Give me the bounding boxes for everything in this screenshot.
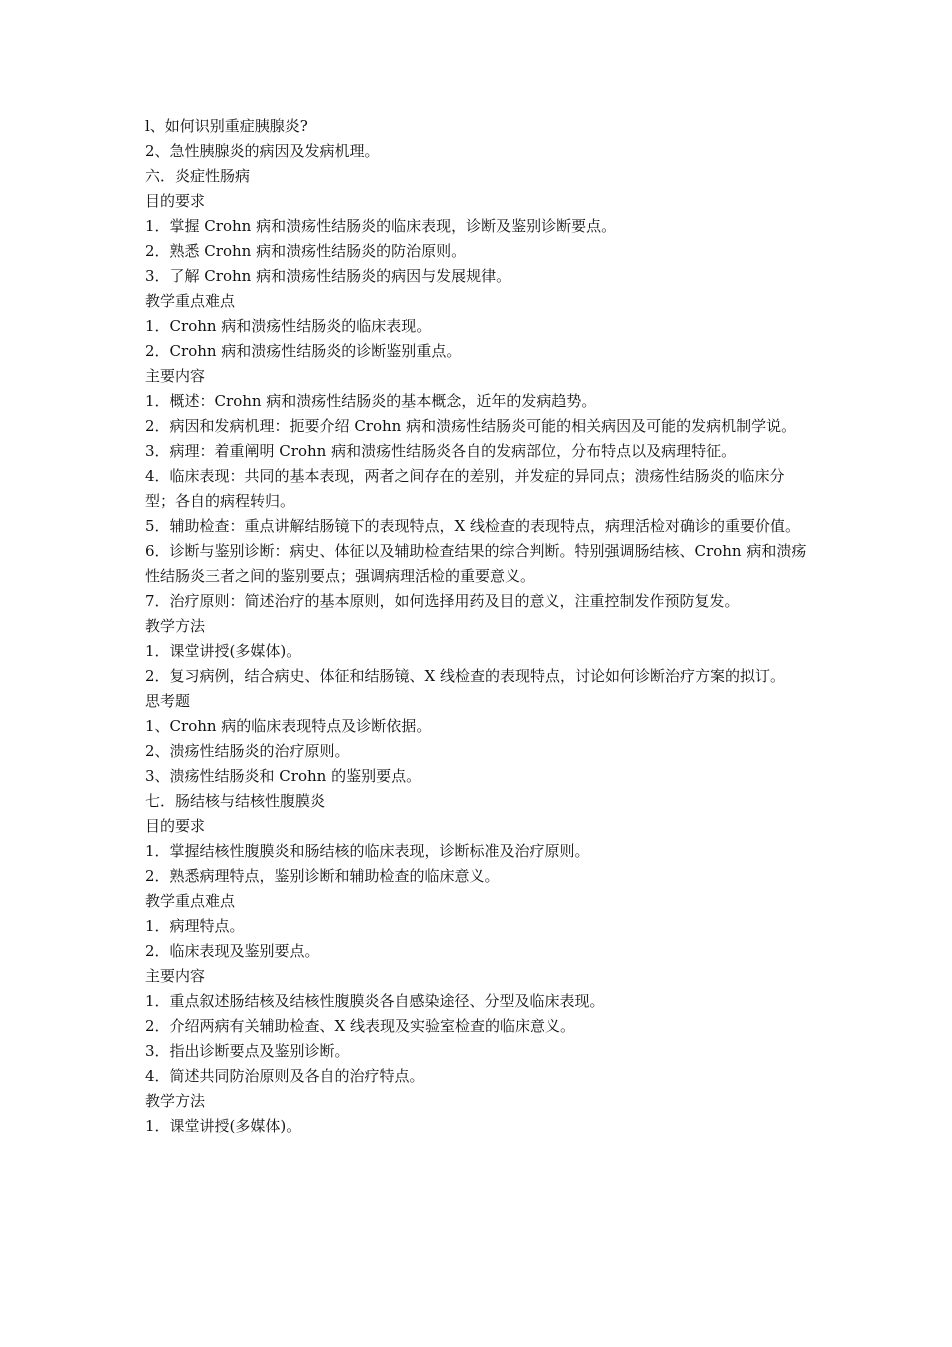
text-line: 3．了解 Crohn 病和溃疡性结肠炎的病因与发展规律。: [145, 267, 512, 285]
text-line: l、如何识别重症胰腺炎?: [145, 117, 308, 135]
subheading: 思考题: [145, 692, 191, 710]
text-line: 1．概述：Crohn 病和溃疡性结肠炎的基本概念，近年的发病趋势。: [145, 392, 597, 410]
text-line: 2．熟悉病理特点，鉴别诊断和辅助检查的临床意义。: [145, 867, 500, 885]
text-paragraph: 5．辅助检查：重点讲解结肠镜下的表现特点，X 线检查的表现特点，病理活检对确诊的重要价值。: [145, 517, 800, 535]
text-line: 1．Crohn 病和溃疡性结肠炎的临床表现。: [145, 317, 432, 335]
section-heading: 六．炎症性肠病: [145, 167, 251, 185]
text-paragraph: 6．诊断与鉴别诊断：病史、体征以及辅助检查结果的综合判断。特别强调肠结核、Crohn 病和溃疡性结肠炎三者之间的鉴别要点；强调病理活检的重要意义。: [145, 542, 807, 585]
text-line: 3、溃疡性结肠炎和 Crohn 的鉴别要点。: [145, 767, 422, 785]
text-line: 7．治疗原则：简述治疗的基本原则，如何选择用药及目的意义，注重控制发作预防复发。: [145, 592, 740, 610]
text-line: 2．介绍两病有关辅助检查、X 线表现及实验室检查的临床意义。: [145, 1017, 575, 1035]
text-line: 1．重点叙述肠结核及结核性腹膜炎各自感染途径、分型及临床表现。: [145, 992, 605, 1010]
text-line: 3．病理：着重阐明 Crohn 病和溃疡性结肠炎各自的发病部位，分布特点以及病理特征。: [145, 442, 737, 460]
text-line: 2．熟悉 Crohn 病和溃疡性结肠炎的防治原则。: [145, 242, 467, 260]
subheading: 教学方法: [145, 1092, 206, 1110]
text-line: 1．病理特点。: [145, 917, 245, 935]
text-line: 1、Crohn 病的临床表现特点及诊断依据。: [145, 717, 432, 735]
subheading: 教学重点难点: [145, 292, 236, 310]
subheading: 教学方法: [145, 617, 206, 635]
text-line: 2、溃疡性结肠炎的治疗原则。: [145, 742, 350, 760]
text-line: 3．指出诊断要点及鉴别诊断。: [145, 1042, 350, 1060]
text-line: 2．Crohn 病和溃疡性结肠炎的诊断鉴别重点。: [145, 342, 462, 360]
text-paragraph: 2．病因和发病机理：扼要介绍 Crohn 病和溃疡性结肠炎可能的相关病因及可能的发病机制学说。: [145, 417, 797, 435]
subheading: 教学重点难点: [145, 892, 236, 910]
text-line: 1．掌握 Crohn 病和溃疡性结肠炎的临床表现，诊断及鉴别诊断要点。: [145, 217, 617, 235]
document-body: [145, 114, 813, 1139]
subheading: 主要内容: [145, 967, 206, 985]
text-line: 4．简述共同防治原则及各自的治疗特点。: [145, 1067, 425, 1085]
subheading: 目的要求: [145, 817, 206, 835]
text-paragraph: 2．复习病例，结合病史、体征和结肠镜、X 线检查的表现特点，讨论如何诊断治疗方案的拟订。: [145, 667, 785, 685]
subheading: 主要内容: [145, 367, 206, 385]
text-line: 1．掌握结核性腹膜炎和肠结核的临床表现，诊断标准及治疗原则。: [145, 842, 590, 860]
text-line: 2、急性胰腺炎的病因及发病机理。: [145, 142, 380, 160]
text-line: 2．临床表现及鉴别要点。: [145, 942, 320, 960]
text-line: 1．课堂讲授(多媒体)。: [145, 1117, 302, 1135]
section-heading: 七．肠结核与结核性腹膜炎: [145, 792, 326, 810]
text-paragraph: 4．临床表现：共同的基本表现，两者之间存在的差别，并发症的异同点；溃疡性结肠炎的临床分型；各自的病程转归。: [145, 467, 785, 510]
text-line: 1．课堂讲授(多媒体)。: [145, 642, 302, 660]
subheading: 目的要求: [145, 192, 206, 210]
